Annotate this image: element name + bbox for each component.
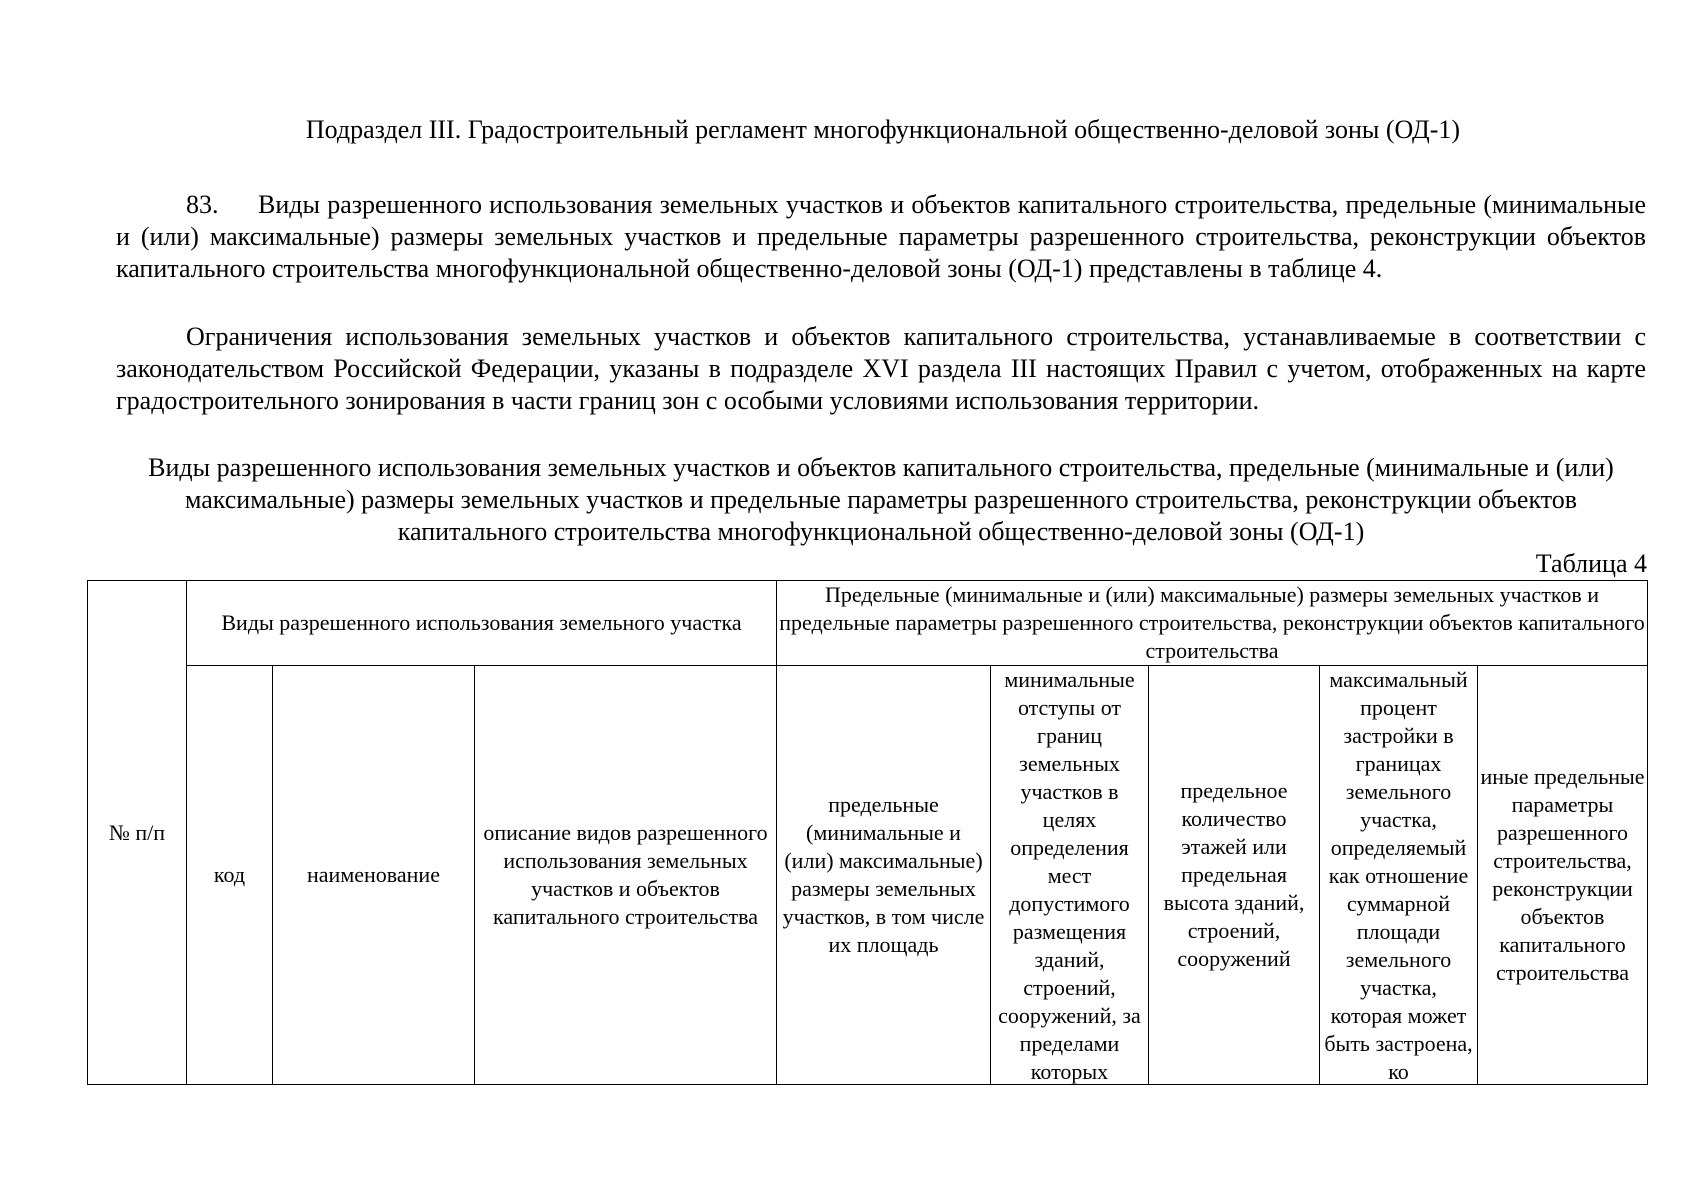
paragraph-text: Ограничения использования земельных участков и объектов капитального строительства, устанавливаемые в соответствии с законодательством Российской Федерации, указаны в подразделе XVI раздела III настоящих Правил с учетом, отображенных на карте градостроительного зонирования в части границ зон с особыми условиями использования территории.: [116, 322, 1646, 415]
header-code-text: код: [213, 862, 246, 887]
header-cell-description: [475, 666, 777, 1085]
header-cell-sizes: [777, 666, 991, 1085]
header-row-columns: [88, 666, 1648, 1085]
header-cell-other: [1478, 666, 1648, 1085]
header-types-text: Виды разрешенного использования земельного участка: [221, 610, 742, 635]
header-other-text: иные предельные параметры разрешенного строительства, реконструкции объектов капитального строительства: [1480, 764, 1645, 985]
header-cell-number: [88, 581, 187, 1085]
header-cell-coverage: [1320, 666, 1478, 1085]
table-title: [116, 452, 1646, 548]
table-title-text: Виды разрешенного использования земельных участков и объектов капитального строительства, предельные (минимальные и (или) максимальные) размеры земельных участков и предельные параметры разрешенного строительства, реконструкции объектов капитального строительства многофункциональной общественно-деловой зоны (ОД-1): [148, 453, 1614, 546]
header-coverage-text: максимальный процент застройки в границах земельного участка, определяемый как отношение суммарной площади земельного участка, которая может быть застроена, ко: [1324, 667, 1473, 1084]
header-params-text: Предельные (минимальные и (или) максимальные) размеры земельных участков и предельные параметры разрешенного строительства, реконструкции объектов капитального строительства: [779, 582, 1645, 663]
paragraph-text: Виды разрешенного использования земельных участков и объектов капитального строительства, предельные (минимальные и (или) максимальные) размеры земельных участков и предельные параметры разрешенного строительства, реконструкции объектов капитального строительства многофункциональной общественно-деловой зоны (ОД-1) представлены в таблице 4.: [116, 190, 1646, 283]
header-cell-floors: [1149, 666, 1320, 1085]
table-caption: Таблица 4: [1535, 549, 1647, 578]
header-cell-params: [777, 581, 1648, 666]
header-cell-name: [273, 666, 475, 1085]
header-number-text: № п/п: [108, 819, 166, 845]
paragraph-83: [116, 189, 1646, 285]
header-floors-text: предельное количество этажей или предельная высота зданий, строений, сооружений: [1163, 778, 1305, 971]
paragraph-restrictions: [116, 321, 1646, 417]
header-row-groups: [88, 581, 1648, 666]
paragraph-number: 83.: [186, 190, 219, 219]
header-name-text: наименование: [307, 862, 440, 887]
regulation-table: [87, 580, 1648, 1085]
header-cell-setbacks: [991, 666, 1149, 1085]
header-cell-types: [187, 581, 777, 666]
header-sizes-text: предельные (минимальные и (или) максимальные) размеры земельных участков, в том числе их площадь: [782, 792, 985, 957]
header-setbacks-text: минимальные отступы от границ земельных участков в целях определения мест допустимого размещения зданий, строений, сооружений, за пределами которых: [998, 667, 1141, 1084]
header-cell-code: [187, 666, 273, 1085]
header-description-text: описание видов разрешенного использования земельных участков и объектов капитального строительства: [483, 820, 768, 929]
subsection-title: Подраздел III. Градостроительный регламент многофункциональной общественно-деловой зоны (ОД-1): [305, 115, 1461, 144]
